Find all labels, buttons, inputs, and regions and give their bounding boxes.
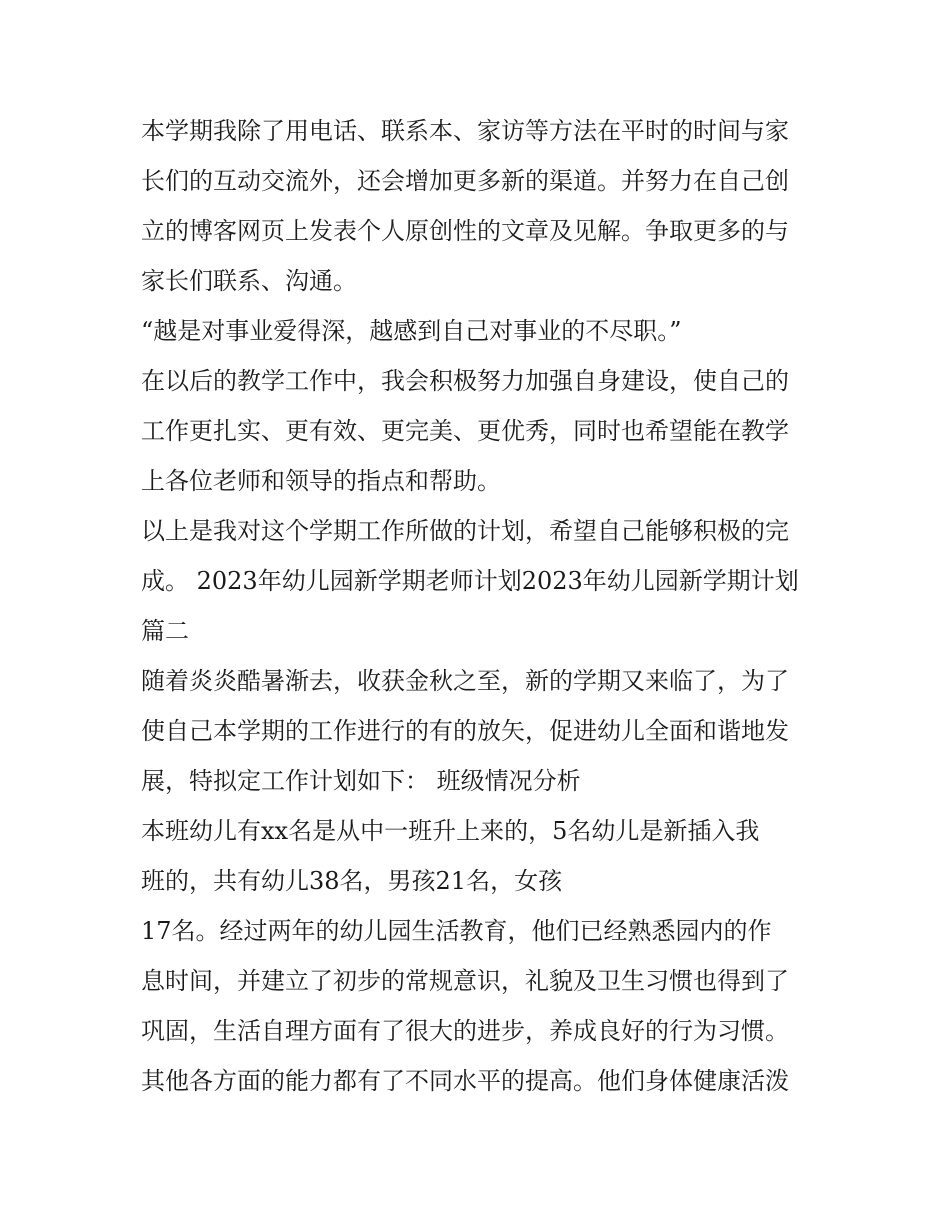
text-line: 家长们联系、沟通。 bbox=[141, 267, 357, 295]
text-line: 其他各方面的能力都有了不同水平的提高。他们身体健康活泼 bbox=[141, 1067, 789, 1095]
text-line: 随着炎炎酷暑渐去，收获金秋之至，新的学期又来临了，为了 bbox=[141, 667, 789, 695]
text-line: 展，特拟定工作计划如下： 班级情况分析 bbox=[141, 767, 581, 795]
text-line: 上各位老师和领导的指点和帮助。 bbox=[141, 467, 501, 495]
text-line: 立的博客网页上发表个人原创性的文章及见解。争取更多的与 bbox=[141, 217, 789, 245]
text-line: 班的，共有幼儿38名，男孩21名，女孩 bbox=[141, 867, 563, 895]
text-line: 在以后的教学工作中，我会积极努力加强自身建设，使自己的 bbox=[141, 367, 789, 395]
text-line: 本班幼儿有xx名是从中一班升上来的，5名幼儿是新插入我 bbox=[141, 817, 760, 845]
quote-line: “越是对事业爱得深，越感到自己对事业的不尽职。” bbox=[141, 317, 682, 345]
text-line: 以上是我对这个学期工作所做的计划，希望自己能够积极的完 bbox=[141, 517, 789, 545]
text-line: 巩固，生活自理方面有了很大的进步，养成良好的行为习惯。 bbox=[141, 1017, 789, 1045]
text-line: 工作更扎实、更有效、更完美、更优秀，同时也希望能在教学 bbox=[141, 417, 789, 445]
text-line: 成。 2023年幼儿园新学期老师计划2023年幼儿园新学期计划 bbox=[141, 567, 799, 595]
text-line: 本学期我除了用电话、联系本、家访等方法在平时的时间与家 bbox=[141, 117, 789, 145]
text-line: 长们的互动交流外，还会增加更多新的渠道。并努力在自己创 bbox=[141, 167, 789, 195]
text-line: 17名。经过两年的幼儿园生活教育，他们已经熟悉园内的作 bbox=[141, 917, 772, 945]
document-body bbox=[141, 106, 821, 1106]
text-line: 使自己本学期的工作进行的有的放矢，促进幼儿全面和谐地发 bbox=[141, 717, 789, 745]
section-heading: 篇二 bbox=[141, 617, 189, 645]
text-line: 息时间，并建立了初步的常规意识，礼貌及卫生习惯也得到了 bbox=[141, 967, 789, 995]
